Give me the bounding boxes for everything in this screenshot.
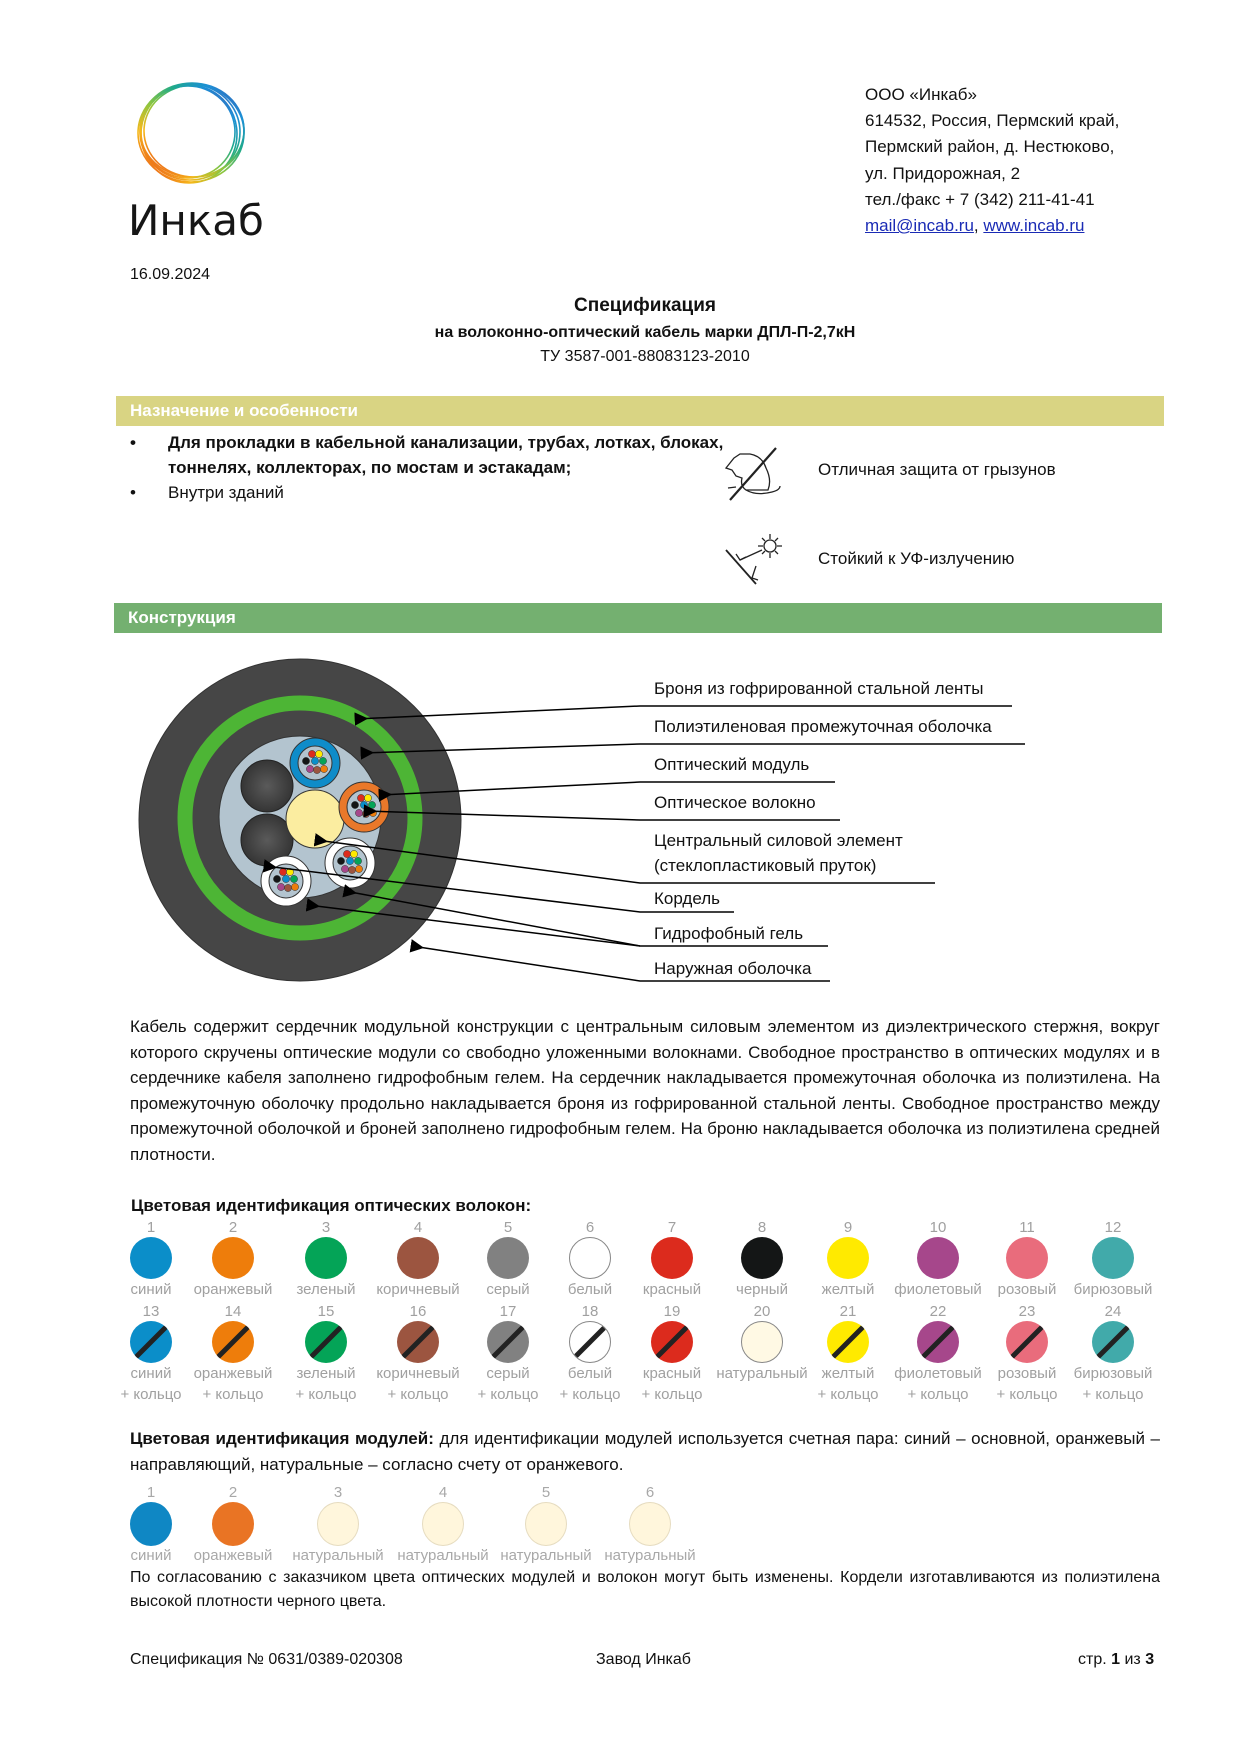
module-color-name: синий bbox=[130, 1547, 172, 1564]
fiber-color-name: желтый bbox=[821, 1281, 875, 1298]
optical-fiber bbox=[286, 868, 293, 875]
module-color-item bbox=[496, 1484, 596, 1566]
company-name: ООО «Инкаб» bbox=[865, 85, 977, 104]
optical-fiber bbox=[291, 883, 298, 890]
footer-page-number bbox=[1078, 1651, 1154, 1669]
label-gel: Гидрофобный гель bbox=[654, 924, 804, 943]
optical-fiber bbox=[319, 757, 326, 764]
module-colors-description bbox=[130, 1426, 1160, 1477]
fiber-number: 22 bbox=[929, 1303, 947, 1320]
ring-marking-icon bbox=[305, 1321, 347, 1363]
fiber-number: 3 bbox=[321, 1219, 331, 1236]
fiber-color-name: бирюзовый bbox=[1073, 1365, 1153, 1382]
module-number: 1 bbox=[146, 1484, 156, 1501]
fiber-number: 17 bbox=[499, 1303, 517, 1320]
optical-fiber bbox=[343, 850, 350, 857]
cable-cross-section-diagram bbox=[135, 655, 465, 985]
document-date: 16.09.2024 bbox=[130, 266, 211, 283]
fiber-color-swatch bbox=[212, 1321, 254, 1363]
list-item: • Для прокладки в кабельной канализации, трубах, лотках, блоках, тоннелях, коллекторах, по мостам и эстакадам; bbox=[130, 430, 730, 480]
page-total: 3 bbox=[1145, 1651, 1155, 1668]
fiber-color-item bbox=[712, 1218, 812, 1300]
optical-fiber bbox=[351, 801, 358, 808]
fiber-color-name: синий bbox=[130, 1365, 172, 1382]
fiber-color-swatch bbox=[741, 1237, 783, 1279]
fiber-ring-suffix: + кольцо bbox=[387, 1386, 449, 1403]
label-outer-sheath: Наружная оболочка bbox=[654, 959, 812, 978]
ring-marking-icon bbox=[917, 1321, 959, 1363]
fiber-ring-suffix: + кольцо bbox=[817, 1386, 879, 1403]
module-number: 4 bbox=[438, 1484, 448, 1501]
links-separator: , bbox=[973, 216, 984, 236]
optical-fiber bbox=[290, 875, 297, 882]
optical-fiber bbox=[311, 757, 318, 764]
optical-fiber bbox=[355, 809, 362, 816]
optical-fiber bbox=[277, 883, 284, 890]
fiber-color-name: красный bbox=[642, 1281, 702, 1298]
fiber-number: 13 bbox=[142, 1303, 160, 1320]
fiber-color-swatch bbox=[130, 1237, 172, 1279]
optical-fiber bbox=[313, 766, 320, 773]
fiber-color-item bbox=[183, 1218, 283, 1300]
optical-fiber bbox=[369, 809, 376, 816]
optical-fiber bbox=[315, 750, 322, 757]
optical-fiber bbox=[308, 750, 315, 757]
module-color-name: натуральный bbox=[500, 1547, 592, 1564]
contact-links bbox=[865, 213, 1119, 239]
section-header-construction: Конструкция bbox=[114, 603, 1162, 633]
fiber-color-item bbox=[622, 1302, 722, 1405]
fiber-number: 9 bbox=[843, 1219, 853, 1236]
label-armor: Броня из гофрированной стальной ленты bbox=[654, 679, 984, 698]
optical-fiber bbox=[341, 865, 348, 872]
fiber-ring-suffix: + кольцо bbox=[120, 1386, 182, 1403]
address-line-2: Пермский район, д. Нестюково, bbox=[865, 137, 1115, 157]
fiber-color-name: зеленый bbox=[296, 1365, 356, 1382]
website-link[interactable]: www.incab.ru bbox=[983, 216, 1085, 236]
cordel bbox=[241, 760, 293, 812]
fiber-color-item bbox=[368, 1218, 468, 1300]
fiber-number: 2 bbox=[228, 1219, 238, 1236]
fiber-number: 11 bbox=[1019, 1219, 1035, 1236]
optical-fiber bbox=[273, 875, 280, 882]
optical-fiber bbox=[350, 850, 357, 857]
fiber-ring-suffix: + кольцо bbox=[996, 1386, 1058, 1403]
title-block bbox=[0, 292, 1241, 369]
fiber-ring-suffix: + кольцо bbox=[477, 1386, 539, 1403]
fiber-color-swatch bbox=[305, 1321, 347, 1363]
fiber-color-swatch bbox=[487, 1321, 529, 1363]
page-prefix: стр. bbox=[1078, 1651, 1112, 1668]
fiber-ring-suffix: + кольцо bbox=[202, 1386, 264, 1403]
fiber-color-name: желтый bbox=[821, 1365, 875, 1382]
fiber-number: 4 bbox=[413, 1219, 423, 1236]
module-color-swatch bbox=[525, 1502, 567, 1546]
fiber-number: 14 bbox=[224, 1303, 242, 1320]
module-color-item bbox=[183, 1484, 283, 1566]
module-color-swatch bbox=[130, 1502, 172, 1546]
label-optical-fiber: Оптическое волокно bbox=[654, 793, 816, 812]
label-cordel: Кордель bbox=[654, 889, 721, 908]
fiber-color-name: коричневый bbox=[376, 1281, 460, 1298]
fiber-color-name: серый bbox=[486, 1281, 530, 1298]
footer-plant: Завод Инкаб bbox=[596, 1651, 691, 1668]
optical-fiber bbox=[346, 857, 353, 864]
address-line-3: ул. Придорожная, 2 bbox=[865, 163, 1021, 183]
optical-fiber bbox=[354, 857, 361, 864]
company-address bbox=[865, 82, 1119, 239]
fiber-number: 5 bbox=[503, 1219, 513, 1236]
fiber-color-name: черный bbox=[736, 1281, 788, 1298]
fiber-color-name: фиолетовый bbox=[894, 1365, 982, 1382]
module-colors-text: для идентификации модулей используется счетная пара: синий – основной, оранжевый – направляющий, натуральные – согласно счету от оранжевого. bbox=[130, 1429, 1160, 1474]
module-color-name: оранжевый bbox=[193, 1547, 273, 1564]
optical-fiber bbox=[284, 884, 291, 891]
optical-fiber bbox=[337, 857, 344, 864]
fiber-color-swatch bbox=[827, 1321, 869, 1363]
module-color-swatch bbox=[317, 1502, 359, 1546]
fiber-color-swatch bbox=[397, 1237, 439, 1279]
module-number: 3 bbox=[333, 1484, 343, 1501]
ring-marking-icon bbox=[1006, 1321, 1048, 1363]
fiber-color-name: натуральный bbox=[716, 1365, 808, 1382]
label-central-element: Центральный силовой элемент bbox=[654, 831, 903, 850]
fiber-color-name: розовый bbox=[997, 1281, 1057, 1298]
page-separator: из bbox=[1120, 1651, 1146, 1668]
optical-fiber bbox=[355, 865, 362, 872]
fiber-color-name: розовый bbox=[997, 1365, 1057, 1382]
module-color-name: натуральный bbox=[604, 1547, 696, 1564]
fiber-color-name: красный bbox=[642, 1365, 702, 1382]
fiber-number: 19 bbox=[663, 1303, 681, 1320]
fiber-color-swatch bbox=[305, 1237, 347, 1279]
fiber-number: 18 bbox=[581, 1303, 599, 1320]
label-central-element-note: (стеклопластиковый пруток) bbox=[654, 856, 877, 875]
fiber-color-item bbox=[977, 1302, 1077, 1405]
fiber-color-swatch bbox=[651, 1237, 693, 1279]
fiber-color-item bbox=[798, 1302, 898, 1405]
phone-fax: тел./факс + 7 (342) 211-41-41 bbox=[865, 189, 1095, 209]
ring-marking-icon bbox=[130, 1321, 172, 1363]
fiber-color-swatch bbox=[130, 1321, 172, 1363]
fiber-color-name: синий bbox=[130, 1281, 172, 1298]
module-color-item bbox=[600, 1484, 700, 1566]
fiber-color-swatch bbox=[212, 1237, 254, 1279]
purpose-list bbox=[130, 430, 730, 505]
ring-marking-icon bbox=[569, 1321, 611, 1363]
fiber-number: 15 bbox=[317, 1303, 335, 1320]
fiber-number: 10 bbox=[929, 1219, 947, 1236]
optical-fiber bbox=[362, 810, 369, 817]
module-color-swatch bbox=[212, 1502, 254, 1546]
fiber-color-item bbox=[888, 1302, 988, 1405]
fiber-color-item bbox=[712, 1302, 812, 1384]
fiber-color-swatch bbox=[487, 1237, 529, 1279]
optical-fiber bbox=[302, 757, 309, 764]
fiber-color-item bbox=[276, 1302, 376, 1405]
fiber-number: 1 bbox=[146, 1219, 156, 1236]
address-line-1: 614532, Россия, Пермский край, bbox=[865, 111, 1120, 131]
fiber-color-swatch bbox=[1006, 1321, 1048, 1363]
optical-fiber bbox=[368, 801, 375, 808]
module-number: 6 bbox=[645, 1484, 655, 1501]
central-strength-element bbox=[286, 790, 344, 848]
optical-fiber bbox=[306, 765, 313, 772]
fiber-number: 16 bbox=[409, 1303, 427, 1320]
fiber-colors-title: Цветовая идентификация оптических волокон: bbox=[131, 1196, 532, 1215]
ring-marking-icon bbox=[212, 1321, 254, 1363]
fiber-color-item bbox=[276, 1218, 376, 1300]
module-color-item bbox=[288, 1484, 388, 1566]
optical-fiber bbox=[357, 794, 364, 801]
page-current: 1 bbox=[1111, 1651, 1121, 1668]
fiber-color-name: оранжевый bbox=[193, 1281, 273, 1298]
fiber-color-item bbox=[368, 1302, 468, 1405]
module-color-name: натуральный bbox=[397, 1547, 489, 1564]
rodent-protection-icon bbox=[722, 446, 786, 502]
page-title: Спецификация bbox=[574, 295, 716, 316]
fiber-ring-suffix: + кольцо bbox=[559, 1386, 621, 1403]
fiber-ring-suffix: + кольцо bbox=[907, 1386, 969, 1403]
fiber-color-name: фиолетовый bbox=[894, 1281, 982, 1298]
ring-marking-icon bbox=[487, 1321, 529, 1363]
fiber-color-swatch bbox=[827, 1237, 869, 1279]
email-link[interactable]: mail@incab.ru bbox=[865, 216, 974, 236]
fiber-color-item bbox=[977, 1218, 1077, 1300]
fiber-color-swatch bbox=[741, 1321, 783, 1363]
logo-wordmark: Инкаб bbox=[128, 196, 264, 245]
fiber-number: 7 bbox=[667, 1219, 677, 1236]
optical-fiber bbox=[364, 794, 371, 801]
module-colors-title: Цветовая идентификация модулей: bbox=[130, 1429, 434, 1448]
fiber-color-name: белый bbox=[567, 1365, 613, 1382]
ring-marking-icon bbox=[397, 1321, 439, 1363]
optical-fiber bbox=[348, 866, 355, 873]
label-intermediate-sheath: Полиэтиленовая промежуточная оболочка bbox=[654, 717, 992, 736]
module-color-item bbox=[393, 1484, 493, 1566]
fiber-color-swatch bbox=[1092, 1237, 1134, 1279]
fiber-number: 21 bbox=[839, 1303, 857, 1320]
fiber-ring-suffix: + кольцо bbox=[641, 1386, 703, 1403]
fiber-color-swatch bbox=[397, 1321, 439, 1363]
optical-fiber bbox=[282, 875, 289, 882]
optical-fiber bbox=[320, 765, 327, 772]
fiber-color-name: оранжевый bbox=[193, 1365, 273, 1382]
fiber-color-swatch bbox=[1092, 1321, 1134, 1363]
module-number: 5 bbox=[541, 1484, 551, 1501]
optical-fiber bbox=[360, 801, 367, 808]
technical-standard: ТУ 3587-001-88083123-2010 bbox=[540, 348, 750, 365]
fiber-color-item bbox=[888, 1218, 988, 1300]
footer-spec-number: Спецификация № 0631/0389-020308 bbox=[130, 1651, 403, 1668]
fiber-color-swatch bbox=[569, 1237, 611, 1279]
fiber-ring-suffix: + кольцо bbox=[1082, 1386, 1144, 1403]
fiber-color-item bbox=[1063, 1218, 1163, 1300]
section-header-purpose bbox=[116, 396, 1164, 426]
uv-resistant-icon bbox=[722, 530, 786, 586]
fiber-color-item bbox=[1063, 1302, 1163, 1405]
fiber-color-item bbox=[183, 1302, 283, 1405]
feature-uv-resistant: Стойкий к УФ-излучению bbox=[818, 549, 1015, 568]
fiber-color-swatch bbox=[1006, 1237, 1048, 1279]
feature-rodent-protection: Отличная защита от грызунов bbox=[818, 460, 1056, 479]
module-color-swatch bbox=[422, 1502, 464, 1546]
fiber-color-name: белый bbox=[567, 1281, 613, 1298]
fiber-color-swatch bbox=[917, 1237, 959, 1279]
fiber-color-swatch bbox=[569, 1321, 611, 1363]
list-item: • Внутри зданий bbox=[130, 480, 730, 505]
fiber-number: 6 bbox=[585, 1219, 595, 1236]
fiber-color-swatch bbox=[917, 1321, 959, 1363]
module-color-swatch bbox=[629, 1502, 671, 1546]
fiber-number: 24 bbox=[1104, 1303, 1122, 1320]
color-change-note: По согласованию с заказчиком цвета оптических модулей и волокон могут быть изменены. Кордели изготавливаются из полиэтилена высокой плотности черного цвета. bbox=[130, 1569, 1160, 1610]
ring-marking-icon bbox=[651, 1321, 693, 1363]
fiber-number: 8 bbox=[757, 1219, 767, 1236]
optical-fiber bbox=[279, 868, 286, 875]
label-optical-module: Оптический модуль bbox=[654, 755, 810, 774]
fiber-color-name: бирюзовый bbox=[1073, 1281, 1153, 1298]
fiber-ring-suffix: + кольцо bbox=[295, 1386, 357, 1403]
fiber-color-item bbox=[798, 1218, 898, 1300]
fiber-number: 23 bbox=[1018, 1303, 1036, 1320]
fiber-number: 12 bbox=[1104, 1219, 1122, 1236]
module-color-name: натуральный bbox=[292, 1547, 384, 1564]
ring-marking-icon bbox=[827, 1321, 869, 1363]
page-subtitle: на волоконно-оптический кабель марки ДПЛ-П-2,7кН bbox=[434, 324, 856, 341]
fiber-color-swatch bbox=[651, 1321, 693, 1363]
fiber-color-name: коричневый bbox=[376, 1365, 460, 1382]
section-title: Назначение и особенности bbox=[130, 401, 358, 420]
fiber-number: 20 bbox=[753, 1303, 771, 1320]
fiber-color-name: серый bbox=[486, 1365, 530, 1382]
module-number: 2 bbox=[228, 1484, 238, 1501]
fiber-color-item bbox=[622, 1218, 722, 1300]
ring-marking-icon bbox=[1092, 1321, 1134, 1363]
fiber-color-name: зеленый bbox=[296, 1281, 356, 1298]
construction-description: Кабель содержит сердечник модульной конструкции с центральным силовым элементом из диэлектрического стержня, вокруг которого скручены оптические модули со свободно уложенными волокнами. Свободное пространство в оптических модулях и в сердечнике кабеля заполнено гидрофобным гелем. На сердечник накладывается промежуточная оболочка из полиэтилена. На промежуточную оболочку продольно накладывается броня из гофрированной стальной ленты. Свободное пространство между промежуточной оболочкой и броней заполнено гидрофобным гелем. На броню накладывается оболочка из полиэтилена средней плотности. bbox=[130, 1017, 1160, 1164]
